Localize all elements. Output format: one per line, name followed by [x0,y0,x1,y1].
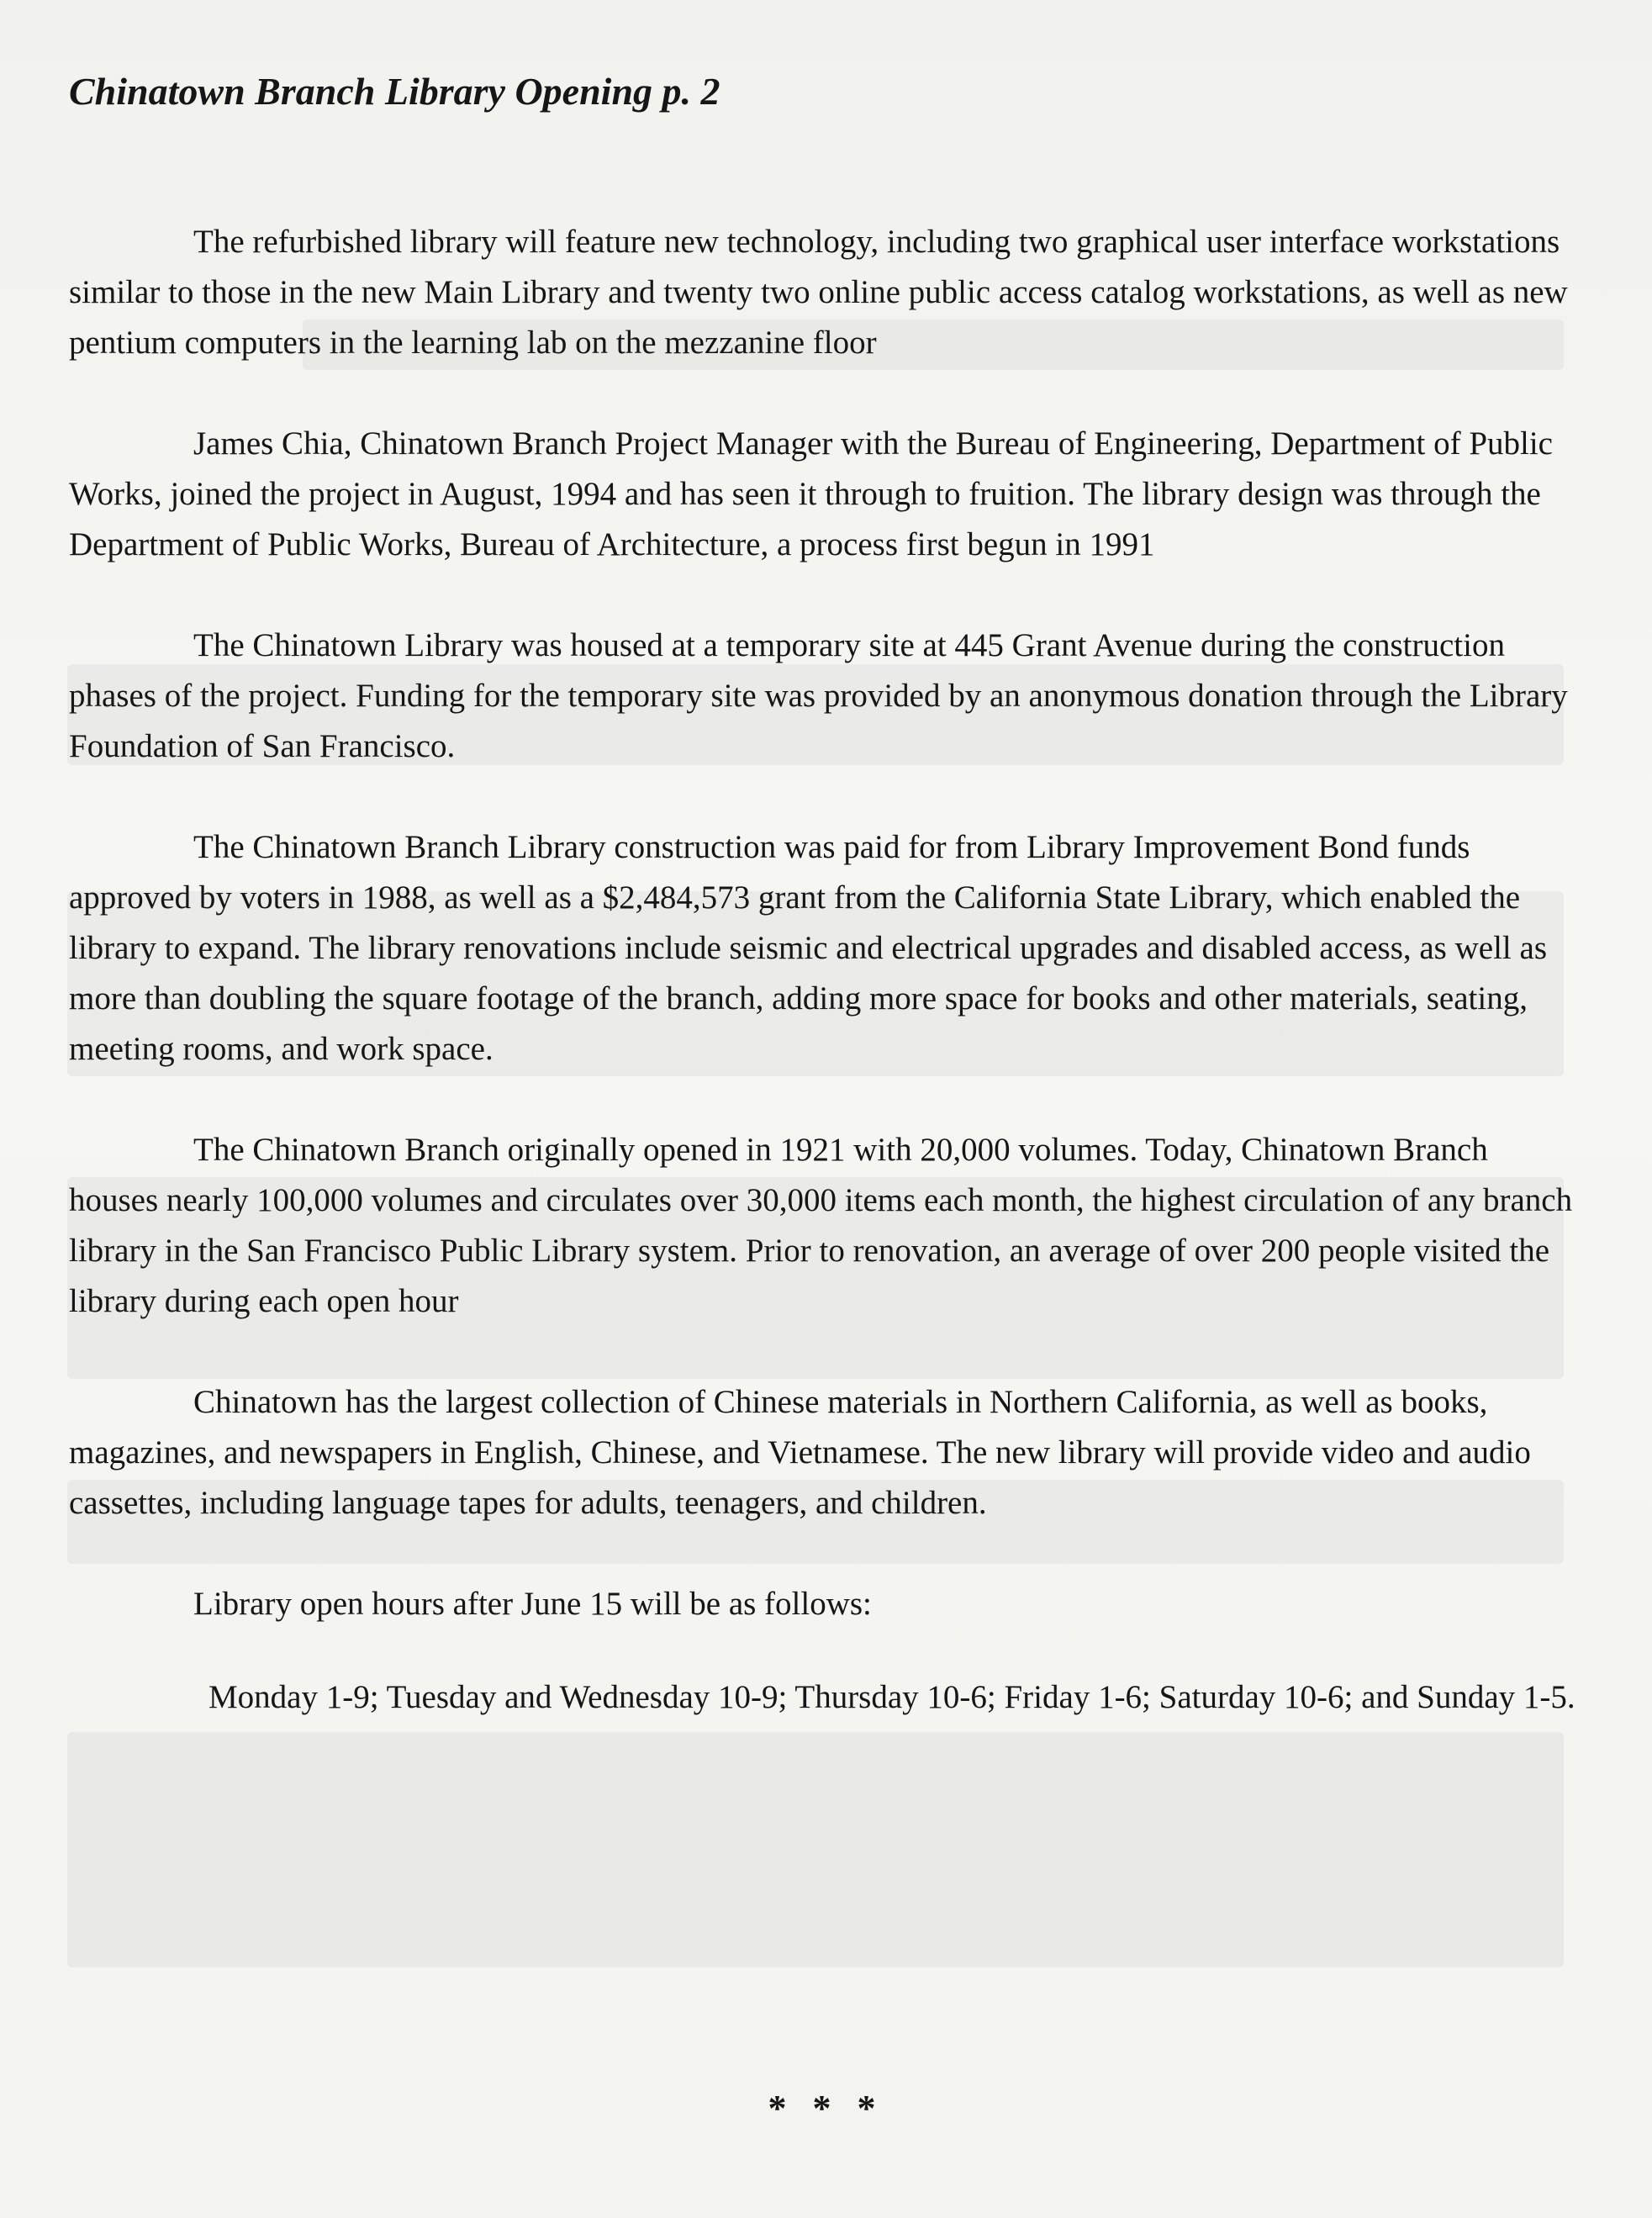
paragraph-text: The refurbished library will feature new technology, including two graphical user interface workstations similar to those in the new Main Library and twenty two online public access catalog workstations, as well as new pentium computers in the learning lab on the mezzanine floor [69,224,1568,361]
paragraph [69,1579,1582,1629]
paragraph [69,822,1582,1075]
paragraph [69,1377,1582,1529]
paragraph [69,217,1582,368]
paragraph-text: James Chia, Chinatown Branch Project Manager with the Bureau of Engineering, Department of Public Works, joined the project in August, 1994 and has seen it through to fruition. The library design was through the Department of Public Works, Bureau of Architecture, a process first begun in 1991 [69,425,1553,562]
bleed-through-shadow [67,1732,1564,1967]
paragraph [69,621,1582,772]
paragraph-text: The Chinatown Branch Library construction was paid for from Library Improvement Bond funds approved by voters in 1988, as well as a $2,484,573 grant from the California State Library, which enabled the library to expand. The library renovations include seismic and electrical upgrades and disabled access, as well as more than doubling the square footage of the branch, adding more space for books and other materials, seating, meeting rooms, and work space. [69,829,1547,1067]
paragraph [69,419,1582,570]
paragraph-text: Chinatown has the largest collection of Chinese materials in Northern California, as well as books, magazines, and newspapers in English, Chinese, and Vietnamese. The new library will provide video and audio cassettes, including language tapes for adults, teenagers, and children. [69,1384,1531,1521]
paragraph-text: The Chinatown Library was housed at a temporary site at 445 Grant Avenue during the construction phases of the project. Funding for the temporary site was provided by an anonymous donation through the Library Foundation of San Francisco. [69,627,1568,764]
paragraph [69,1125,1582,1327]
paragraph-text: The Chinatown Branch originally opened in 1921 with 20,000 volumes. Today, Chinatown Branch houses nearly 100,000 volumes and circulates over 30,000 items each month, the highest circulation of any branch library in the San Francisco Public Library system. Prior to renovation, an average of over 200 people visited the library during each open hour [69,1132,1573,1319]
paragraph-text: Library open hours after June 15 will be as follows: [193,1586,872,1622]
page-title: Chinatown Branch Library Opening p. 2 [69,70,720,113]
document-body [69,217,1582,1766]
open-hours: Monday 1-9; Tuesday and Wednesday 10-9; Thursday 10-6; Friday 1-6; Saturday 10-6; and Sunday 1-5. [208,1679,1575,1715]
end-mark: * * * [768,2088,884,2129]
